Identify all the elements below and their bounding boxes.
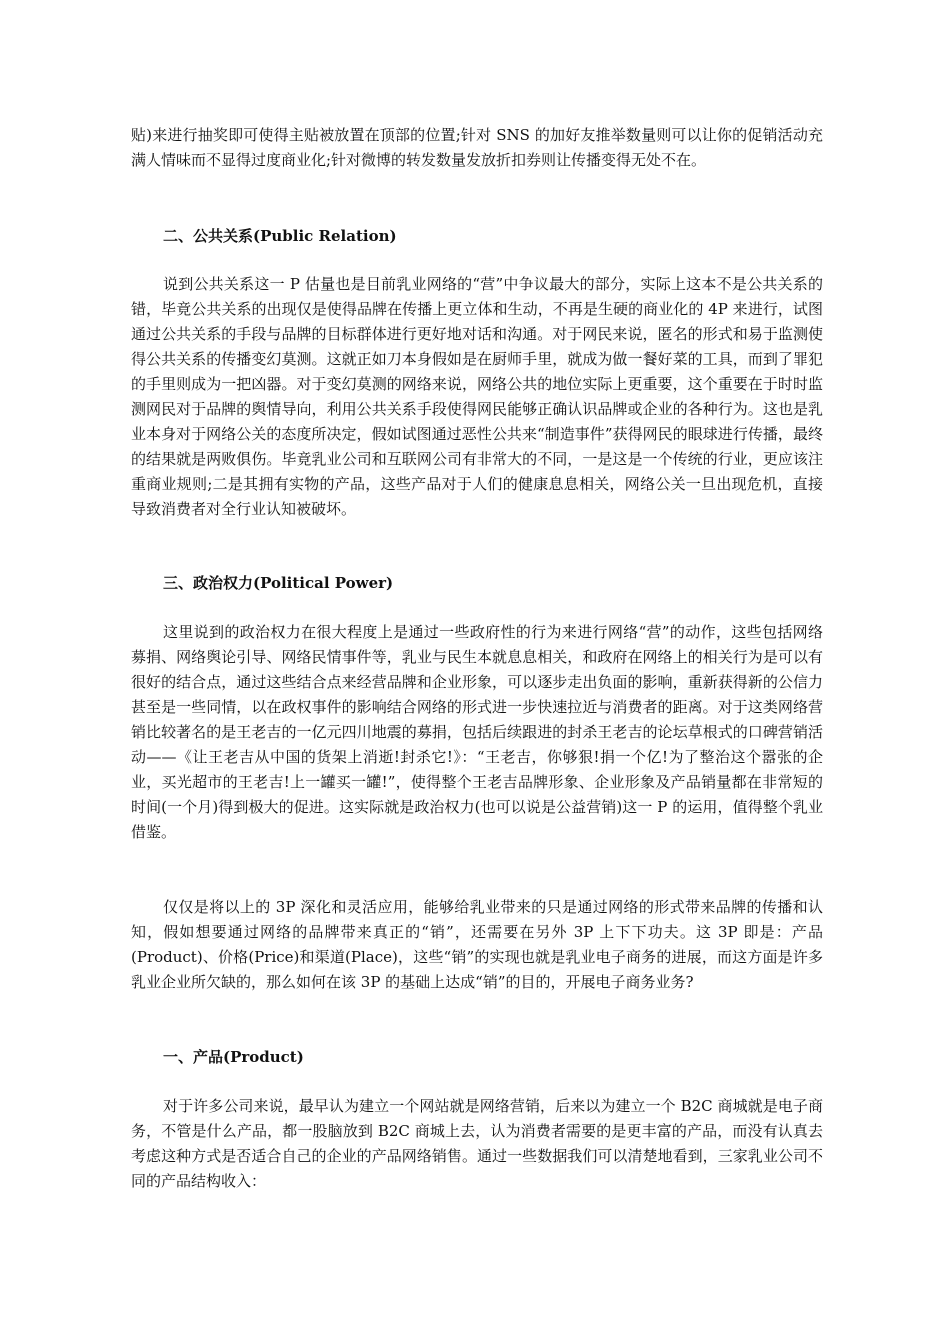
heading-product: 一、产品(Product) [163, 1048, 304, 1066]
paragraph-public-relation: 说到公共关系这一 P 估量也是目前乳业网络的“营”中争议最大的部分，实际上这本不是公共关系的错，毕竟公共关系的出现仅是使得品牌在传播上更立体和生动，不再是生硬的商业化的 4P 来进行，试图通过公共关系的手段与品牌的目标群体进行更好地对话和沟通。对于网民来说，匿名的形式和易于监测使得公共关系的传播变幻莫测。这就正如刀本身假如是在厨师手里，就成为做一餐好菜的工具，而到了罪犯的手里则成为一把凶器。对于变幻莫测的网络来说，网络公共的地位实际上更重要，这个重要在于时时监测网民对于品牌的舆情导向，利用公共关系手段使得网民能够正确认识品牌或企业的各种行为。这也是乳业本身对于网络公关的态度所决定，假如试图通过恶性公共来“制造事件”获得网民的眼球进行传播，最终的结果就是两败俱伤。毕竟乳业公司和互联网公司有非常大的不同，一是这是一个传统的行业，更应该注重商业规则;二是其拥有实物的产品，这些产品对于人们的健康息息相关，网络公关一旦出现危机，直接导致消费者对全行业认知被破坏。 [131, 275, 823, 518]
paragraph-political-power: 这里说到的政治权力在很大程度上是通过一些政府性的行为来进行网络“营”的动作，这些包括网络募捐、网络舆论引导、网络民情事件等，乳业与民生本就息息相关，和政府在网络上的相关行为是可以有很好的结合点，通过这些结合点来经营品牌和企业形象，可以逐步走出负面的影响，重新获得新的公信力甚至是一些同情，以在政权事件的影响结合网络的形式进一步快速拉近与消费者的距离。对于这类网络营销比较著名的是王老吉的一亿元四川地震的募捐，包括后续跟进的封杀王老吉的论坛草根式的口碑营销活动——《让王老吉从中国的货架上消逝!封杀它!》：“王老吉，你够狠!捐一个亿!为了整治这个嚣张的企业，买光超市的王老吉!上一罐买一罐!”，使得整个王老吉品牌形象、企业形象及产品销量都在非常短的时间(一个月)得到极大的促进。这实际就是政治权力(也可以说是公益营销)这一 P 的运用，值得整个乳业借鉴。 [131, 623, 823, 841]
paragraph-3p-summary: 仅仅是将以上的 3P 深化和灵活应用，能够给乳业带来的只是通过网络的形式带来品牌的传播和认知，假如想要通过网络的品牌带来真正的“销”，还需要在另外 3P 上下下功夫。这 3P 即是：产品(Product)、价格(Price)和渠道(Place)，这些“销”的实现也就是乳业电子商务的进展，而这方面是许多乳业企业所欠缺的，那么如何在该 3P 的基础上达成“销”的目的，开展电子商务业务? [131, 898, 823, 991]
paragraph-product: 对于许多公司来说，最早认为建立一个网站就是网络营销，后来以为建立一个 B2C 商城就是电子商务，不管是什么产品，都一股脑放到 B2C 商城上去，认为消费者需要的是更丰富的产品，而没有认真去考虑这种方式是否适合自己的企业的产品网络销售。通过一些数据我们可以清楚地看到，三家乳业公司不同的产品结构收入： [131, 1097, 823, 1190]
heading-political-power: 三、政治权力(Political Power) [163, 574, 394, 592]
heading-public-relation: 二、公共关系(Public Relation) [163, 227, 397, 245]
paragraph-promotion-tail: 贴)来进行抽奖即可使得主贴被放置在顶部的位置;针对 SNS 的加好友推举数量则可以让你的促销活动充满人情味而不显得过度商业化;针对微博的转发数量发放折扣券则让传播变得无处不在。 [131, 126, 823, 169]
